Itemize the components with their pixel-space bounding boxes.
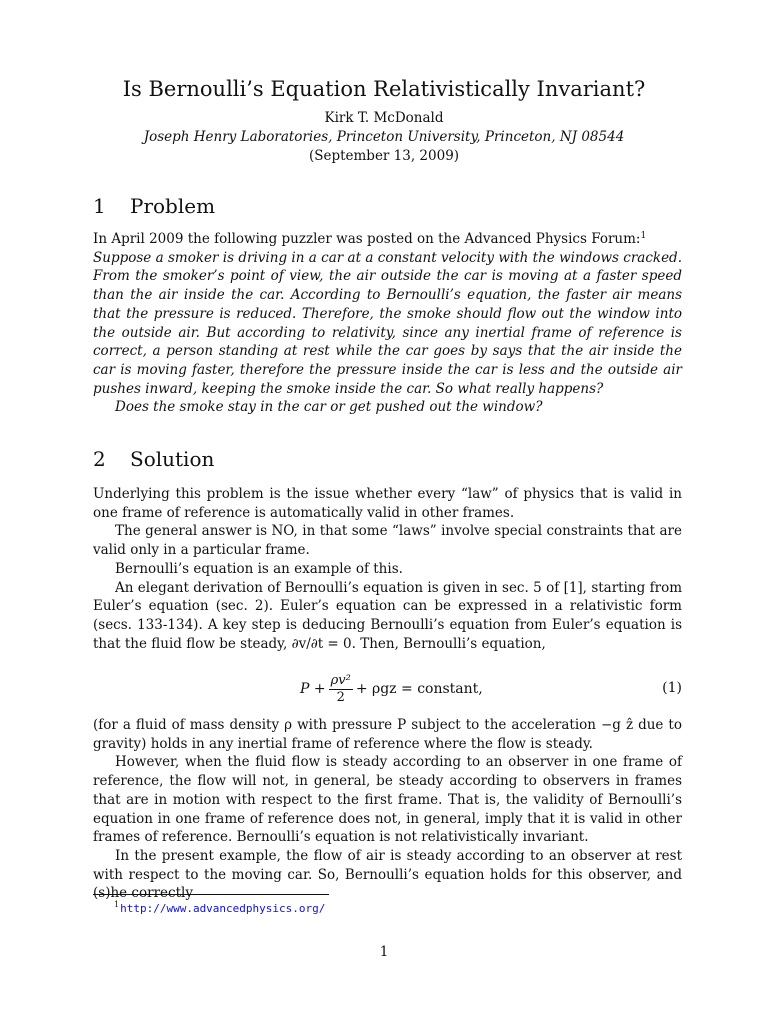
paragraph: However, when the fluid flow is steady according to an observer in one frame of reference, the flow will not, in general, be steady according to observers in frames that are in motion with respect to the first frame. That is, the validity of Bernoulli’s equation in one frame of reference does not, in general, imply that it is valid in other frames of reference. Bernoulli’s equation is not relativistically invariant. bbox=[93, 754, 682, 846]
paper-title: Is Bernoulli’s Equation Relativistically Invariant? bbox=[122, 77, 646, 101]
footnote-link[interactable]: http://www.advancedphysics.org/ bbox=[120, 902, 326, 915]
page-number: 1 bbox=[379, 944, 389, 960]
footnote bbox=[114, 897, 325, 917]
equation-body bbox=[300, 670, 483, 708]
section-heading-solution bbox=[93, 446, 214, 472]
author-affiliation: Joseph Henry Laboratories, Princeton University, Princeton, NJ 08544 bbox=[143, 129, 625, 145]
problem-question: Does the smoke stay in the car or get pushed out the window? bbox=[115, 399, 543, 416]
equation-fraction bbox=[329, 673, 353, 706]
equation-lead: P + bbox=[300, 681, 326, 697]
problem-body bbox=[93, 230, 682, 417]
paragraph: An elegant derivation of Bernoulli’s equation is given in sec. 5 of [1], starting from Euler’s equation (sec. 2). Euler’s equation can be expressed in a relativistic form (secs. 133-134). A key step is deducing Bernoulli’s equation from Euler’s equation is that the fluid flow be steady, ∂v/∂t = 0. Then, Bernoulli’s equation, bbox=[93, 579, 682, 652]
author-name: Kirk T. McDonald bbox=[324, 110, 444, 126]
paragraph: Bernoulli’s equation is an example of this. bbox=[115, 560, 403, 577]
paper-date: (September 13, 2009) bbox=[308, 148, 460, 164]
problem-quote: Suppose a smoker is driving in a car at a constant velocity with the windows cracked. From the smoker’s point of view, the air outside the car is moving at a faster speed than the air inside the car. According to Bernoulli’s equation, the faster air means that the pressure is reduced. Therefore, the smoke should flow out the window into the outside air. But according to relativity, since any inertial frame of reference is correct, a person standing at rest while the car goes by says that the air inside the car is moving faster, therefore the pressure inside the car is less and the outside air pushes inward, keeping the smoke inside the car. So what really happens? bbox=[93, 249, 682, 397]
equation-number: (1) bbox=[662, 680, 682, 696]
fraction-denominator: 2 bbox=[336, 689, 345, 705]
paragraph: The general answer is NO, in that some “laws” involve special constraints that are valid only in a particular frame. bbox=[93, 523, 682, 559]
footnote-ref[interactable]: 1 bbox=[640, 231, 647, 241]
equation-trail: + ρgz = constant, bbox=[355, 681, 483, 697]
paragraph: In the present example, the flow of air is steady according to an observer at rest with respect to the moving car. So, Bernoulli’s equation holds for this observer, and (s)he correctly bbox=[93, 847, 682, 902]
section-number: 2 bbox=[93, 447, 106, 471]
solution-body-top bbox=[93, 485, 682, 653]
fraction-numerator: ρv² bbox=[330, 672, 351, 688]
section-title: Problem bbox=[130, 194, 216, 218]
footnote-divider bbox=[93, 894, 329, 895]
footnote-mark: 1 bbox=[114, 900, 120, 909]
paragraph: (for a fluid of mass density ρ with pressure P subject to the acceleration −g ẑ due to gravity) holds in any inertial frame of reference where the flow is steady. bbox=[93, 717, 682, 752]
section-number: 1 bbox=[93, 194, 106, 218]
section-title: Solution bbox=[130, 447, 215, 471]
section-heading-problem bbox=[93, 193, 215, 219]
problem-intro: In April 2009 the following puzzler was posted on the Advanced Physics Forum:$^1$ bbox=[93, 231, 647, 247]
paragraph: Underlying this problem is the issue whether every “law” of physics that is valid in one frame of reference is automatically valid in other frames. bbox=[93, 486, 682, 521]
bernoulli-equation bbox=[93, 670, 682, 708]
solution-body-bottom bbox=[93, 716, 682, 903]
